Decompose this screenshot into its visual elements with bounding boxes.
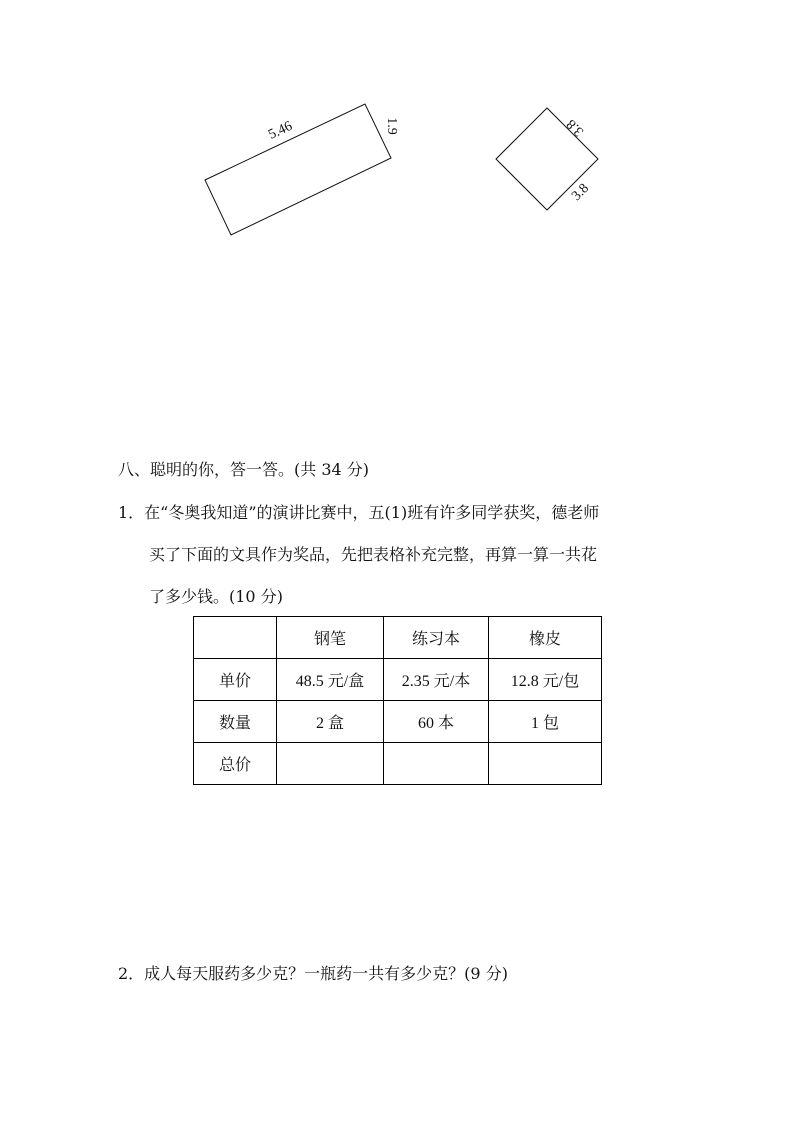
geometry-figures [0, 0, 794, 300]
square-bottom-side-label: 3.8 [569, 181, 593, 205]
table-header-row [194, 617, 602, 659]
table-row-label: 单价 [194, 659, 277, 701]
rectangle-figure [205, 104, 399, 235]
table-row [194, 659, 602, 701]
table-header-cell: 钢笔 [277, 617, 384, 659]
square-top-side-label: 3.8 [564, 115, 588, 139]
table-cell: 48.5 元/盒 [277, 659, 384, 701]
table-header-cell: 橡皮 [489, 617, 602, 659]
table-cell: 60 本 [384, 701, 489, 743]
section-heading: 八、聪明的你，答一答。(共 34 分) [118, 460, 370, 479]
rectangle-long-side-label: 5.46 [266, 118, 295, 143]
table-cell: 2.35 元/本 [384, 659, 489, 701]
rectangle-shape [205, 104, 391, 235]
table-row-label: 数量 [194, 701, 277, 743]
table-row [194, 701, 602, 743]
table-cell: 12.8 元/包 [489, 659, 602, 701]
question-1-line-3: 了多少钱。(10 分) [149, 587, 283, 606]
question-1-line-1: 1．在“冬奥我知道”的演讲比赛中，五(1)班有许多同学获奖，德老师 [118, 503, 600, 522]
rectangle-short-side-label: 1.9 [384, 117, 399, 135]
answer-cell [489, 743, 602, 785]
table-cell: 1 包 [489, 701, 602, 743]
table-row [194, 743, 602, 785]
table-header-cell: 练习本 [384, 617, 489, 659]
table-row-label: 总价 [194, 743, 277, 785]
question-2-text: 2．成人每天服药多少克？一瓶药一共有多少克？(9 分) [118, 964, 508, 983]
answer-cell [384, 743, 489, 785]
answer-cell [277, 743, 384, 785]
question-1-line-2: 买了下面的文具作为奖品，先把表格补充完整，再算一算一共花 [149, 545, 598, 564]
stationery-price-table [193, 616, 602, 785]
square-figure [496, 108, 598, 210]
table-header-cell [194, 617, 277, 659]
table-cell: 2 盒 [277, 701, 384, 743]
